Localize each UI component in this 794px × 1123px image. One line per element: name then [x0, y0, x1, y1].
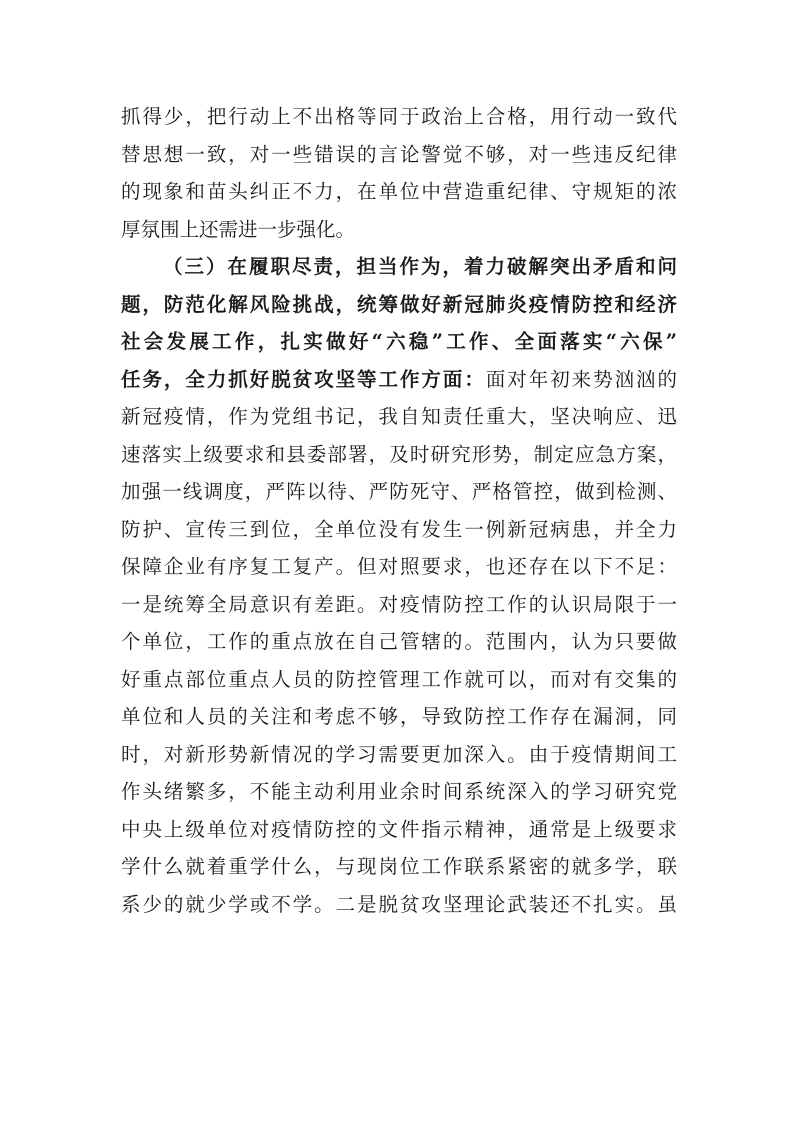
text-line: 个单位，工作的重点放在自己管辖的。范围内，认为只要做	[121, 630, 677, 653]
text-line: 厚氛围上还需进一步强化。	[121, 217, 356, 241]
text-line: 好重点部位重点人员的防控管理工作就可以，而对有交集的	[121, 667, 677, 691]
section-heading-line: 题，防范化解风险挑战，统筹做好新冠肺炎疫情防控和经济	[121, 292, 677, 316]
text-line: 一是统筹全局意识有差距。对疫情防控工作的认识局限于一	[121, 592, 677, 616]
text-line: 学什么就着重学什么，与现岗位工作联系紧密的就多学，联	[121, 855, 677, 878]
text-line: 抓得少，把行动上不出格等同于政治上合格，用行动一致代	[121, 105, 677, 128]
text-line: 的现象和苗头纠正不力，在单位中营造重纪律、守规矩的浓	[121, 180, 677, 203]
text-line: 系少的就少学或不学。二是脱贫攻坚理论武装还不扎实。虽	[121, 892, 677, 916]
text-line: 替思想一致，对一些错误的言论警觉不够，对一些违反纪律	[121, 142, 677, 166]
mixed-text-line	[121, 361, 677, 399]
text-line: 时，对新形势新情况的学习需要更加深入。由于疫情期间工	[121, 742, 677, 766]
text-line: 作头绪繁多，不能主动利用业余时间系统深入的学习研究党	[121, 780, 677, 803]
section-heading-line: 社会发展工作，扎实做好“六稳”工作、全面落实“六保”	[121, 330, 677, 353]
paragraph-start: 面对年初来势汹汹的	[485, 367, 677, 391]
text-line: 单位和人员的关注和考虑不够，导致防控工作存在漏洞，同	[121, 705, 677, 728]
section-heading-line: （三）在履职尽责，担当作为，着力破解突出矛盾和问	[163, 255, 677, 278]
text-line: 速落实上级要求和县委部署，及时研究形势，制定应急方案，	[121, 442, 677, 466]
text-line: 保障企业有序复工复产。但对照要求，也还存在以下不足：	[121, 555, 677, 578]
text-line: 中央上级单位对疫情防控的文件指示精神，通常是上级要求	[121, 817, 677, 841]
text-line: 新冠疫情，作为党组书记，我自知责任重大，坚决响应、迅	[121, 405, 677, 428]
section-heading-end: 任务，全力抓好脱贫攻坚等工作方面：	[121, 367, 486, 391]
text-line: 防护、宣传三到位，全单位没有发生一例新冠病患，并全力	[121, 517, 677, 541]
body-text	[121, 98, 677, 923]
text-line: 加强一线调度，严阵以待、严防死守、严格管控，做到检测、	[121, 480, 677, 503]
